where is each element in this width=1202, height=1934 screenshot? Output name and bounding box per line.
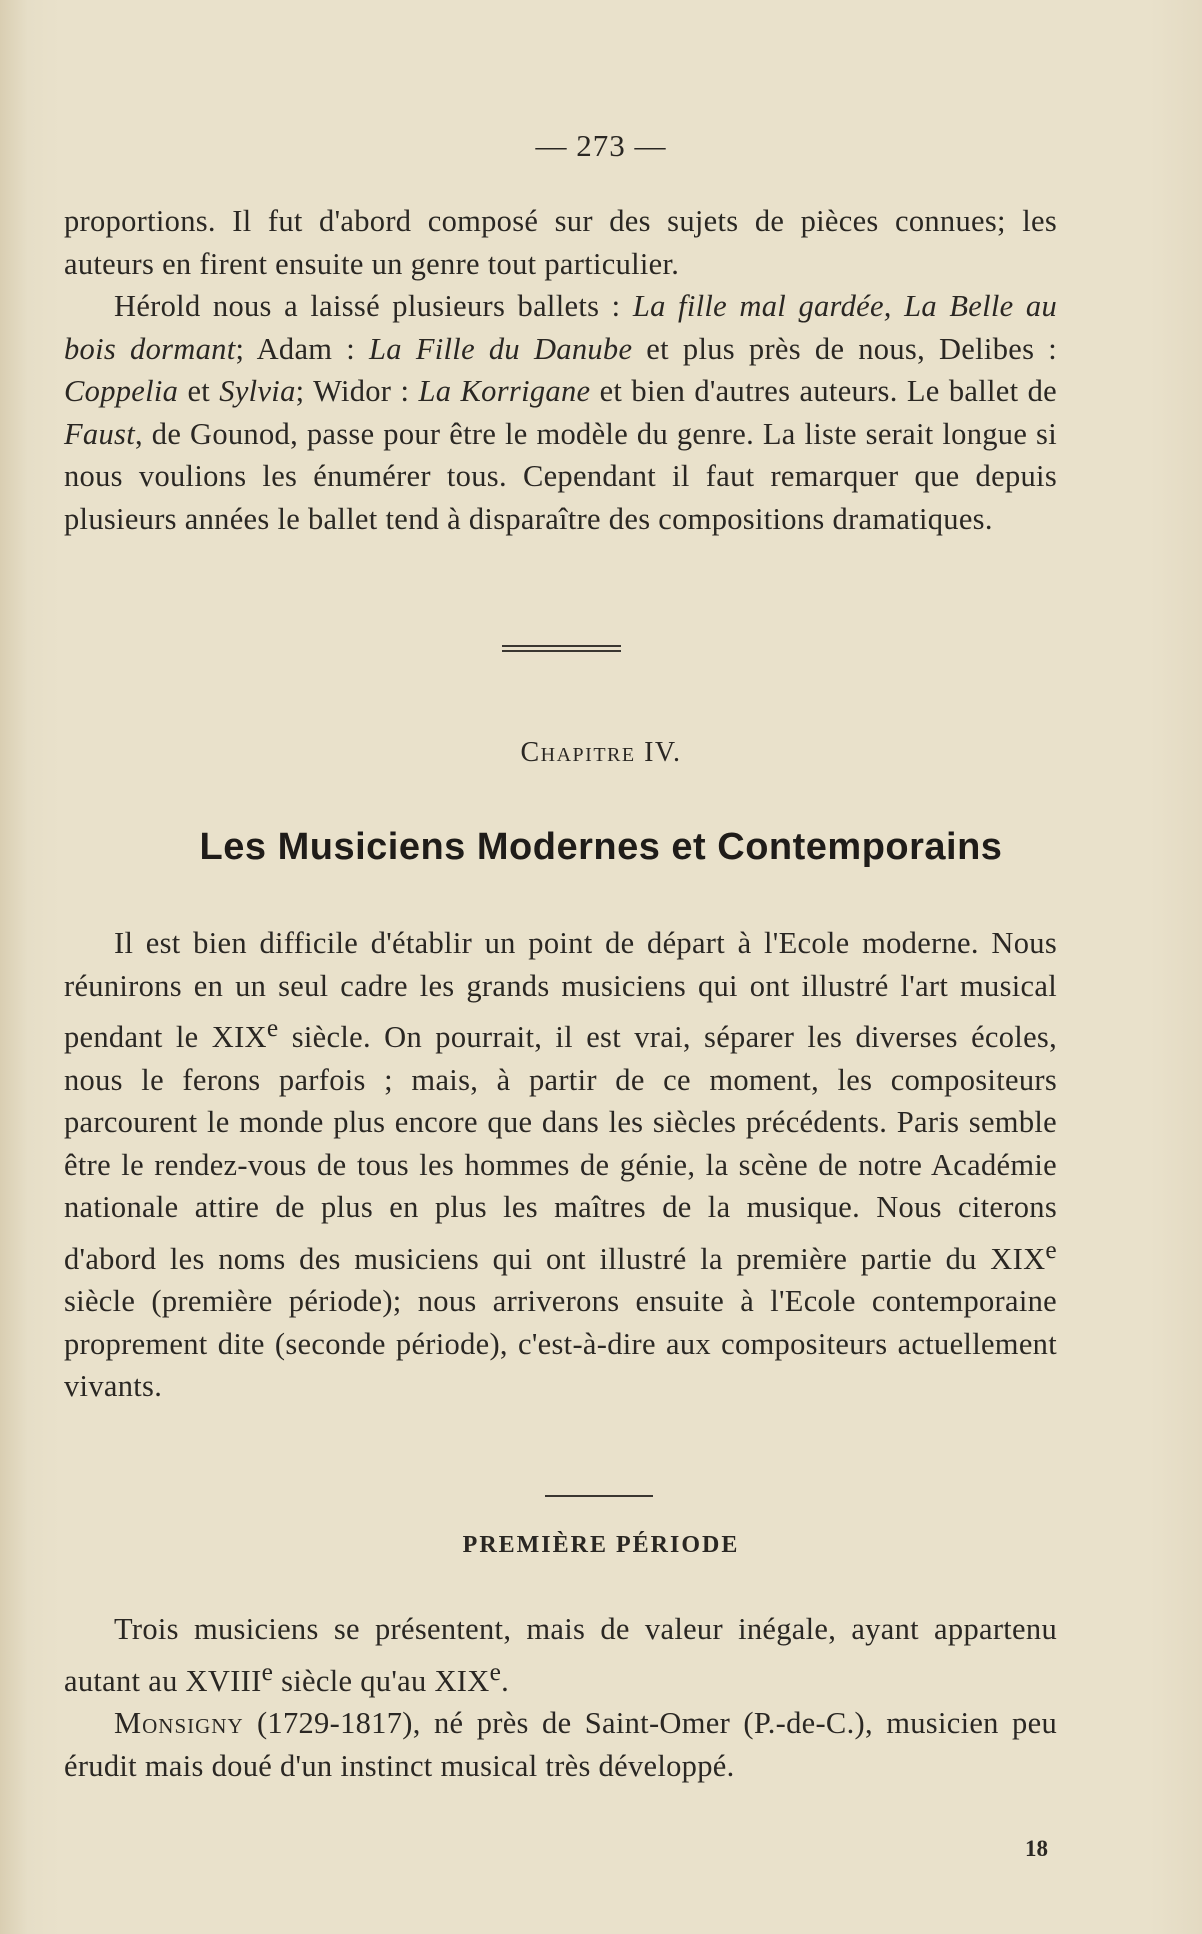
text-run: et bien d'autres auteurs. Le ballet de	[590, 374, 1058, 408]
section-heading: PREMIÈRE PÉRIODE	[462, 1532, 740, 1558]
superscript: e	[1045, 1235, 1057, 1264]
text-run: .	[501, 1663, 510, 1698]
double-rule-divider	[502, 645, 621, 652]
text-run: (1729-1817), né près de Saint-Omer (P.-de-C.), musicien peu érudit mais doué d'un instinct musical très développé.	[64, 1706, 1057, 1783]
text-run: et	[178, 374, 220, 408]
work-title: La Korrigane	[418, 374, 591, 408]
page-number: — 273 —	[535, 128, 667, 163]
work-title: La fille mal gardée, La Belle au bois dormant	[64, 289, 1057, 366]
signature-mark: 18	[1025, 1836, 1048, 1861]
text-run: siècle. On pourrait, il est vrai, séparer les diverses écoles, nous le ferons parfois ; mais, à partir de ce moment, les compositeurs parcourent le monde plus encore que dans les siècles précédents. Paris semble être le rendez-vous de tous les hommes de génie, la scène de notre Académie nationale attire de plus en plus les maîtres de la musique. Nous citerons d'abord les noms des musiciens qui ont illustré la première partie du XIX	[64, 1020, 1058, 1276]
paragraph-trois-musiciens	[64, 1608, 1057, 1702]
section-premiere-periode-text	[64, 1608, 1057, 1787]
text-run: siècle (première période); nous arriverons ensuite à l'Ecole contemporaine proprement dite (seconde période), c'est-à-dire aux compositeurs actuellement vivants.	[64, 1284, 1057, 1404]
text-run: et plus près de nous, Delibes :	[632, 331, 1057, 366]
text-run: , de Gounod, passe pour être le modèle du genre. La liste serait longue si nous voulions les énumérer tous. Cependant il faut remarquer que depuis plusieurs années le ballet tend à disparaître des compositions dramatiques.	[64, 416, 1057, 536]
superscript: e	[489, 1657, 502, 1686]
paragraph-monsigny	[64, 1702, 1057, 1787]
chapter-title: Les Musiciens Modernes et Contemporains	[199, 826, 1003, 868]
single-rule-divider	[545, 1495, 653, 1497]
composer-name: Monsigny	[114, 1706, 244, 1741]
work-title: La Fille du Danube	[369, 331, 633, 366]
text-run: ; Adam :	[235, 331, 370, 366]
superscript: e	[261, 1657, 274, 1686]
section-intro-text	[64, 922, 1057, 1408]
text-run: ; Widor :	[295, 374, 419, 408]
paragraph-proportions	[64, 200, 1057, 285]
chapter-label: Chapitre IV.	[520, 737, 682, 768]
text-run: proportions. Il fut d'abord composé sur des sujets de pièces connues; les auteurs en firent ensuite un genre tout particulier.	[64, 204, 1057, 281]
paragraph-herold	[64, 285, 1057, 540]
work-title: Sylvia	[219, 374, 296, 408]
superscript: e	[266, 1014, 279, 1042]
text-run: Trois musiciens se présentent, mais de valeur inégale, ayant appartenu autant au XVIII	[64, 1612, 1057, 1698]
text-run: siècle qu'au XIX	[273, 1663, 490, 1698]
work-title: Faust	[64, 416, 135, 451]
work-title: Coppelia	[64, 374, 179, 408]
section-ballet-text	[64, 200, 1057, 540]
text-run: Hérold nous a laissé plusieurs ballets :	[114, 289, 633, 323]
paragraph-ecole-moderne	[64, 922, 1057, 1408]
text-run: Il est bien difficile d'établir un point de départ à l'Ecole moderne. Nous réunirons en un seul cadre les grands musiciens qui ont illustré l'art musical pendant le XIX	[64, 926, 1057, 1055]
